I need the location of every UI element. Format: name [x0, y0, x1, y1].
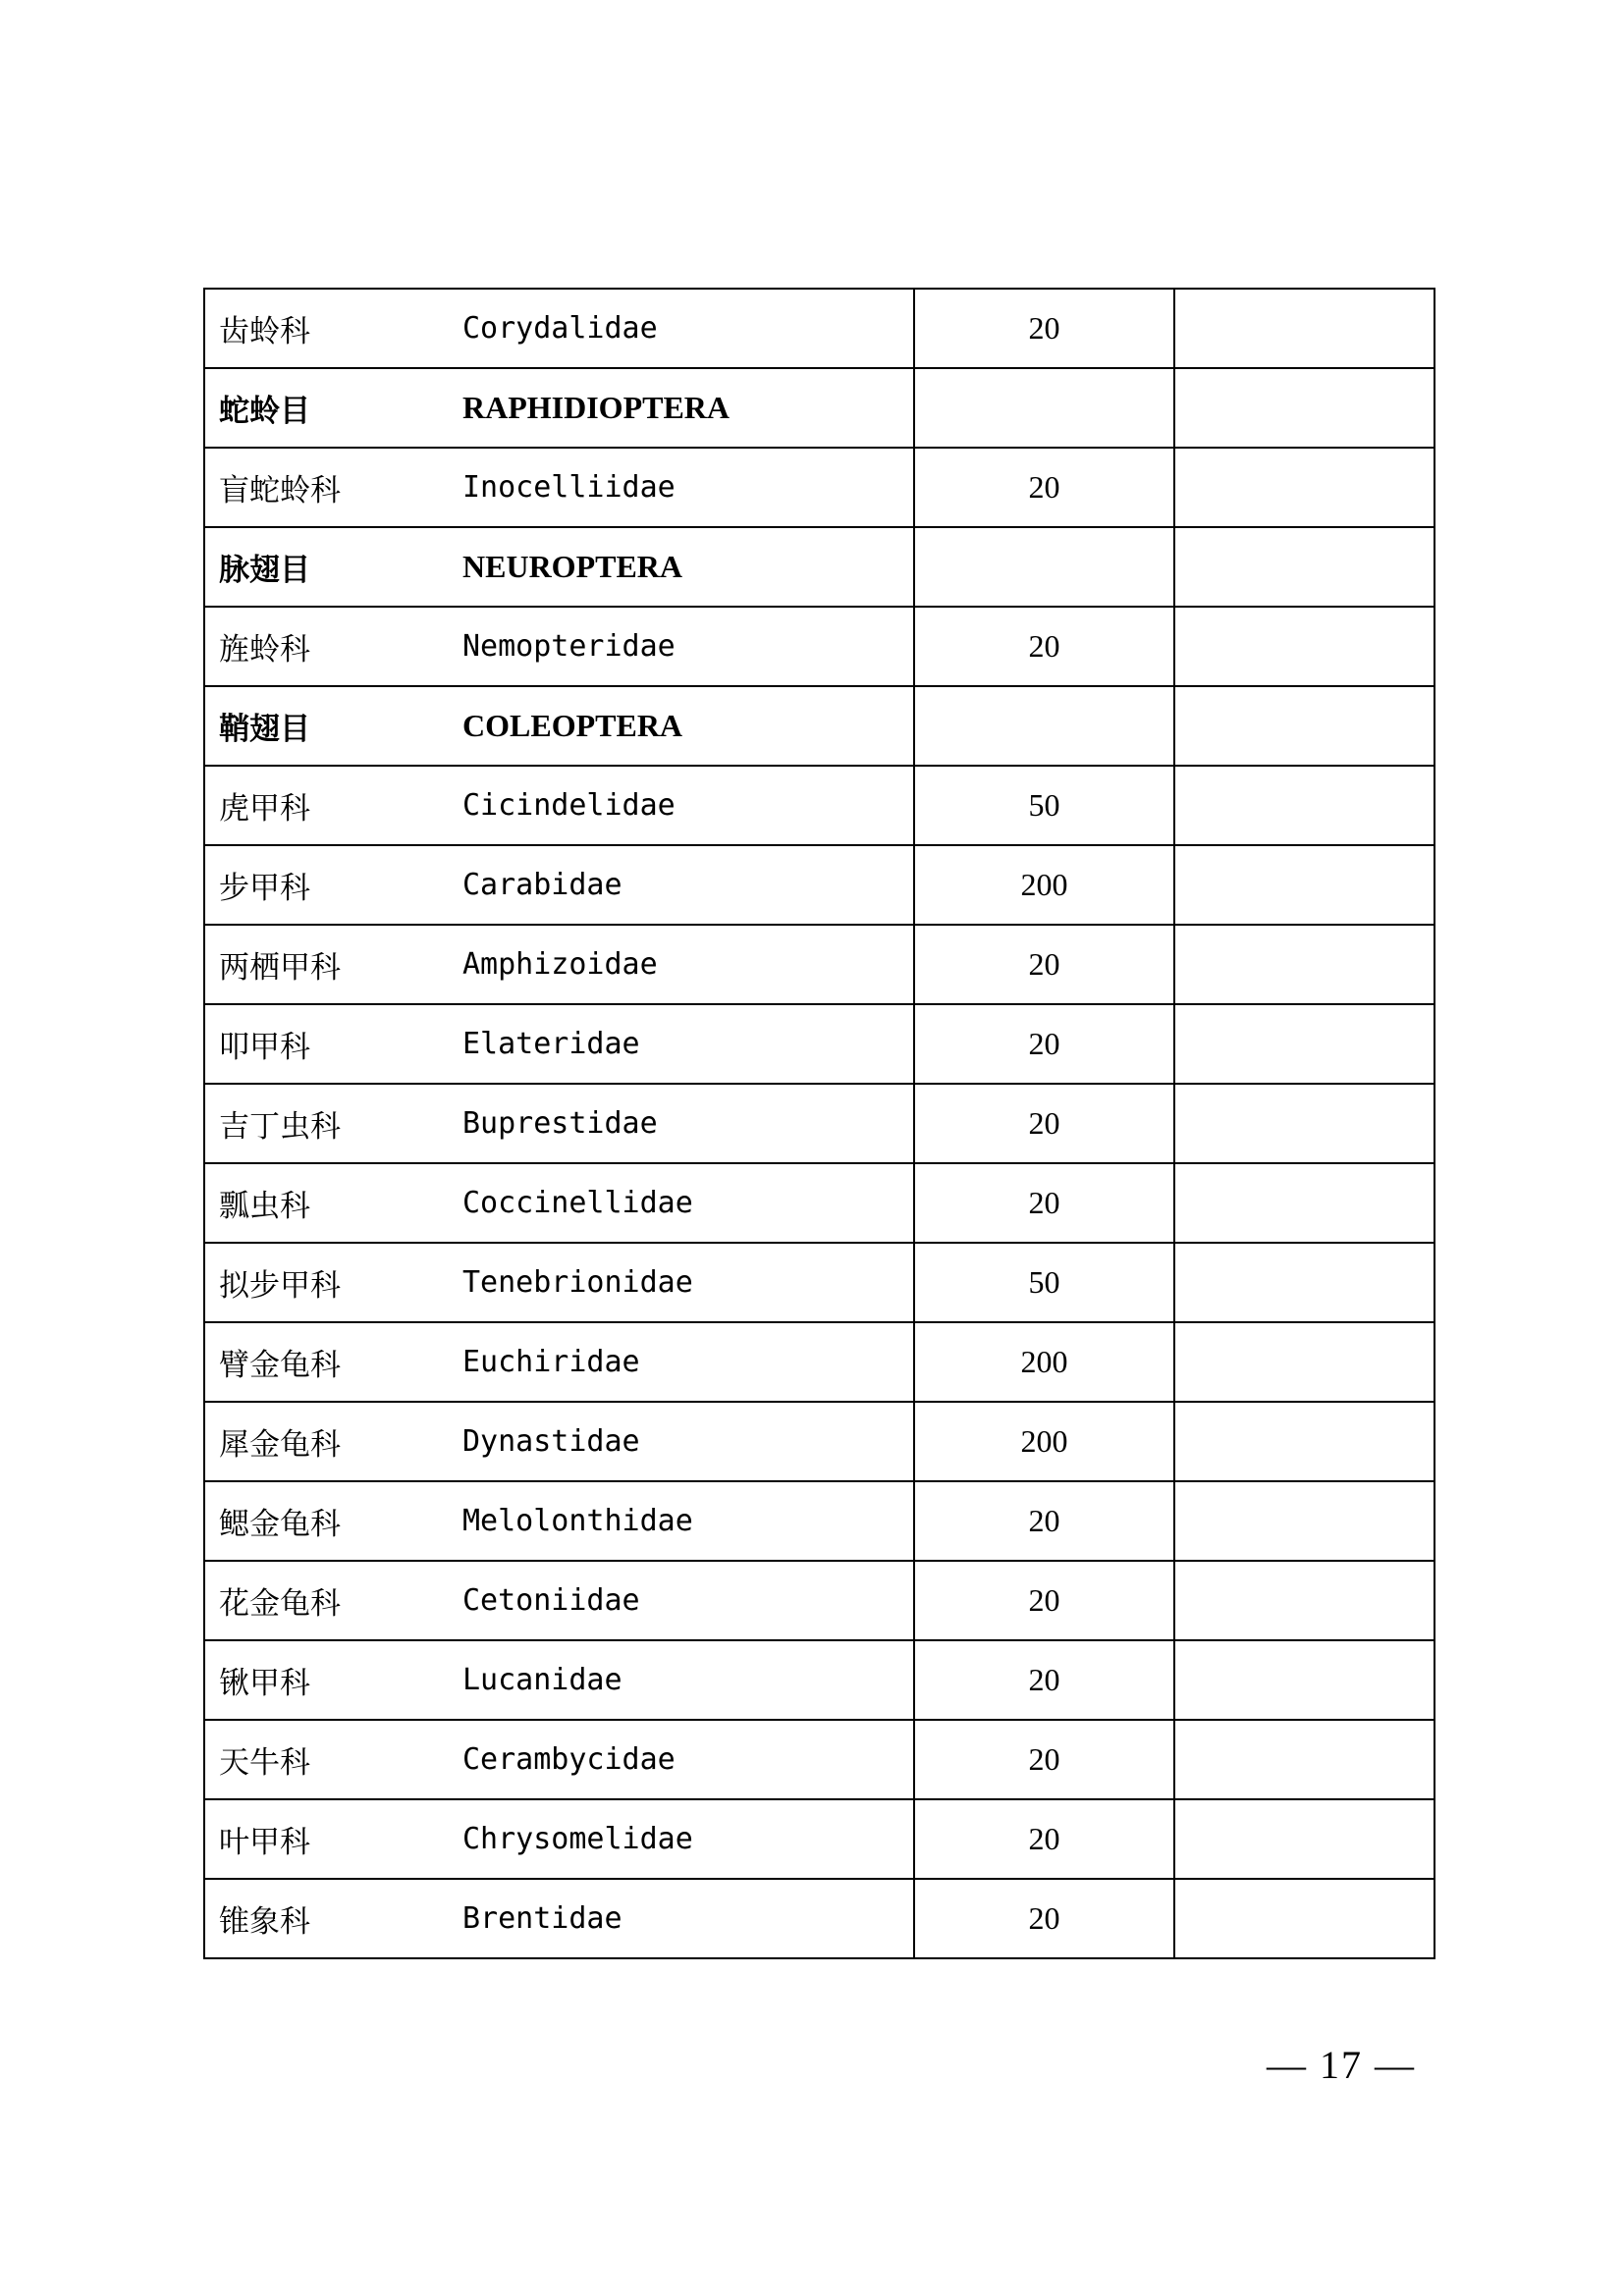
- note-cell: [1174, 1322, 1435, 1402]
- family-row: [204, 289, 1435, 368]
- latin-name-cell: Lucanidae: [462, 1640, 914, 1720]
- note-cell: [1174, 1879, 1435, 1958]
- latin-name-cell: Dynastidae: [462, 1402, 914, 1481]
- chinese-name-cell: 锹甲科: [204, 1640, 462, 1720]
- latin-name-cell: Inocelliidae: [462, 448, 914, 527]
- chinese-name-cell: 瓢虫科: [204, 1163, 462, 1243]
- quantity-cell: 20: [914, 607, 1174, 686]
- chinese-name-cell: 吉丁虫科: [204, 1084, 462, 1163]
- quantity-cell: 20: [914, 925, 1174, 1004]
- family-row: [204, 1640, 1435, 1720]
- latin-name-cell: Buprestidae: [462, 1084, 914, 1163]
- quantity-cell: 20: [914, 1004, 1174, 1084]
- latin-name-cell: Carabidae: [462, 845, 914, 925]
- table-body: [204, 289, 1435, 1958]
- family-row: [204, 766, 1435, 845]
- latin-name-cell: Cerambycidae: [462, 1720, 914, 1799]
- family-row: [204, 1561, 1435, 1640]
- family-row: [204, 1720, 1435, 1799]
- order-row: [204, 368, 1435, 448]
- note-cell: [1174, 1004, 1435, 1084]
- quantity-cell: [914, 368, 1174, 448]
- note-cell: [1174, 845, 1435, 925]
- note-cell: [1174, 1640, 1435, 1720]
- quantity-cell: 20: [914, 1481, 1174, 1561]
- quantity-cell: 20: [914, 1720, 1174, 1799]
- quantity-cell: [914, 527, 1174, 607]
- chinese-name-cell: 花金龟科: [204, 1561, 462, 1640]
- latin-name-cell: Brentidae: [462, 1879, 914, 1958]
- chinese-name-cell: 鳃金龟科: [204, 1481, 462, 1561]
- latin-name-cell: RAPHIDIOPTERA: [462, 368, 914, 448]
- family-row: [204, 1322, 1435, 1402]
- chinese-name-cell: 犀金龟科: [204, 1402, 462, 1481]
- latin-name-cell: Cicindelidae: [462, 766, 914, 845]
- family-row: [204, 925, 1435, 1004]
- quantity-cell: 20: [914, 1799, 1174, 1879]
- family-row: [204, 845, 1435, 925]
- note-cell: [1174, 1243, 1435, 1322]
- quantity-cell: 200: [914, 845, 1174, 925]
- chinese-name-cell: 步甲科: [204, 845, 462, 925]
- quantity-cell: 200: [914, 1322, 1174, 1402]
- note-cell: [1174, 527, 1435, 607]
- latin-name-cell: Elateridae: [462, 1004, 914, 1084]
- quantity-cell: [914, 686, 1174, 766]
- note-cell: [1174, 766, 1435, 845]
- latin-name-cell: Amphizoidae: [462, 925, 914, 1004]
- chinese-name-cell: 蛇蛉目: [204, 368, 462, 448]
- note-cell: [1174, 448, 1435, 527]
- chinese-name-cell: 鞘翅目: [204, 686, 462, 766]
- family-row: [204, 1004, 1435, 1084]
- latin-name-cell: NEUROPTERA: [462, 527, 914, 607]
- note-cell: [1174, 1402, 1435, 1481]
- note-cell: [1174, 1799, 1435, 1879]
- note-cell: [1174, 686, 1435, 766]
- latin-name-cell: Chrysomelidae: [462, 1799, 914, 1879]
- latin-name-cell: Corydalidae: [462, 289, 914, 368]
- latin-name-cell: Melolonthidae: [462, 1481, 914, 1561]
- chinese-name-cell: 两栖甲科: [204, 925, 462, 1004]
- note-cell: [1174, 925, 1435, 1004]
- family-row: [204, 1243, 1435, 1322]
- family-row: [204, 1481, 1435, 1561]
- note-cell: [1174, 607, 1435, 686]
- latin-name-cell: COLEOPTERA: [462, 686, 914, 766]
- latin-name-cell: Nemopteridae: [462, 607, 914, 686]
- order-row: [204, 527, 1435, 607]
- family-row: [204, 1084, 1435, 1163]
- chinese-name-cell: 拟步甲科: [204, 1243, 462, 1322]
- quantity-cell: 200: [914, 1402, 1174, 1481]
- chinese-name-cell: 旌蛉科: [204, 607, 462, 686]
- family-row: [204, 1799, 1435, 1879]
- latin-name-cell: Cetoniidae: [462, 1561, 914, 1640]
- quantity-cell: 20: [914, 1640, 1174, 1720]
- chinese-name-cell: 天牛科: [204, 1720, 462, 1799]
- note-cell: [1174, 1084, 1435, 1163]
- note-cell: [1174, 1481, 1435, 1561]
- chinese-name-cell: 虎甲科: [204, 766, 462, 845]
- latin-name-cell: Euchiridae: [462, 1322, 914, 1402]
- quantity-cell: 20: [914, 1561, 1174, 1640]
- page-number: — 17 —: [1267, 2043, 1416, 2087]
- family-row: [204, 1163, 1435, 1243]
- quantity-cell: 20: [914, 1163, 1174, 1243]
- quantity-cell: 20: [914, 1879, 1174, 1958]
- chinese-name-cell: 叩甲科: [204, 1004, 462, 1084]
- family-row: [204, 1879, 1435, 1958]
- quantity-cell: 20: [914, 448, 1174, 527]
- family-row: [204, 448, 1435, 527]
- note-cell: [1174, 368, 1435, 448]
- quantity-cell: 20: [914, 289, 1174, 368]
- chinese-name-cell: 锥象科: [204, 1879, 462, 1958]
- chinese-name-cell: 脉翅目: [204, 527, 462, 607]
- chinese-name-cell: 叶甲科: [204, 1799, 462, 1879]
- order-row: [204, 686, 1435, 766]
- note-cell: [1174, 1720, 1435, 1799]
- note-cell: [1174, 1561, 1435, 1640]
- family-row: [204, 1402, 1435, 1481]
- family-row: [204, 607, 1435, 686]
- species-table: [203, 288, 1435, 1959]
- quantity-cell: 50: [914, 766, 1174, 845]
- quantity-cell: 20: [914, 1084, 1174, 1163]
- chinese-name-cell: 臂金龟科: [204, 1322, 462, 1402]
- chinese-name-cell: 齿蛉科: [204, 289, 462, 368]
- note-cell: [1174, 1163, 1435, 1243]
- note-cell: [1174, 289, 1435, 368]
- latin-name-cell: Coccinellidae: [462, 1163, 914, 1243]
- latin-name-cell: Tenebrionidae: [462, 1243, 914, 1322]
- quantity-cell: 50: [914, 1243, 1174, 1322]
- chinese-name-cell: 盲蛇蛉科: [204, 448, 462, 527]
